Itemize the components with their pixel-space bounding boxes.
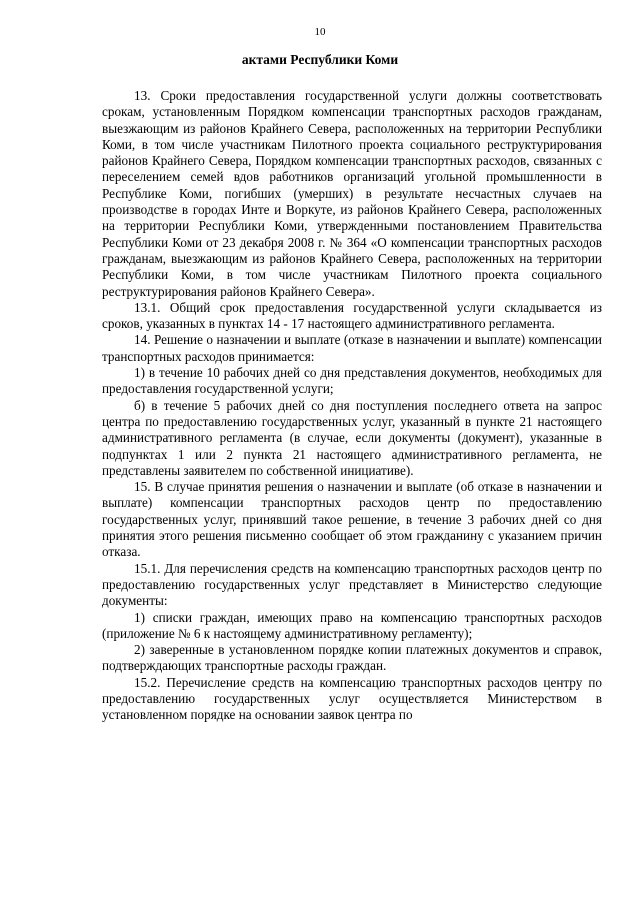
paragraph-13: 13. Сроки предоставления государственной услуги должны соответствовать срокам, установленным Порядком компенсации транспортных расходов гражданам, выезжающим из районов Крайнего Севера, расположенных на территории Республики Коми, в том числе участникам Пилотного проекта социального реструктурирования районов Крайнего Севера, Порядком компенсации транспортных расходов, связанных с переселением семей вдов работников организаций угольной промышленности в Республике Коми, погибших (умерших) в результате несчастных случаев на производстве в городах Инте и Воркуте, из районов Крайнего Севера, расположенных на территории Республики Коми, утвержденными постановлением Правительства Республики Коми от 23 декабря 2008 г. № 364 «О компенсации транспортных расходов гражданам, выезжающим из районов Крайнего Севера, расположенных на территории Республики Коми, в том числе участникам Пилотного проекта социального реструктурирования районов Крайнего Севера». xyxy=(102,88,602,299)
paragraph-15-1-item-1: 1) списки граждан, имеющих право на компенсацию транспортных расходов (приложение № 6 к настоящему административному регламенту); xyxy=(102,609,602,641)
paragraph-14-item-b: б) в течение 5 рабочих дней со дня поступления последнего ответа на запрос центра по предоставлению государственных услуг, указанный в пункте 21 настоящего административного регламента (в случае, если документы (документ), указанные в подпунктах 1 или 2 пункта 21 настоящего административного регламента, не представлены заявителем по собственной инициативе). xyxy=(102,397,602,478)
section-heading: актами Республики Коми xyxy=(241,52,399,67)
paragraph-15: 15. В случае принятия решения о назначении и выплате (об отказе в назначении и выплате) компенсации транспортных расходов центр по предоставлению государственных услуг, принявший такое решение, в течение 3 рабочих дней со дня принятия этого решения письменно сообщает об этом гражданину с указанием причин отказа. xyxy=(102,479,602,560)
paragraph-15-1: 15.1. Для перечисления средств на компенсацию транспортных расходов центр по предоставлению государственных услуг представляет в Министерство следующие документы: xyxy=(102,560,602,609)
paragraph-15-2: 15.2. Перечисление средств на компенсацию транспортных расходов центру по предоставлению государственных услуг осуществляется Министерством в установленном порядке на основании заявок центра по xyxy=(102,674,602,723)
paragraph-14: 14. Решение о назначении и выплате (отказе в назначении и выплате) компенсации транспортных расходов принимается: xyxy=(102,332,602,364)
paragraph-13-1: 13.1. Общий срок предоставления государственной услуги складывается из сроков, указанных в пунктах 14 - 17 настоящего административного регламента. xyxy=(102,299,602,332)
document-body xyxy=(102,88,602,724)
paragraph-14-item-1: 1) в течение 10 рабочих дней со дня представления документов, необходимых для предоставления государственной услуги; xyxy=(102,365,602,397)
page-number: 10 xyxy=(314,26,326,38)
paragraph-15-1-item-2: 2) заверенные в установленном порядке копии платежных документов и справок, подтверждающих транспортные расходы граждан. xyxy=(102,642,602,674)
